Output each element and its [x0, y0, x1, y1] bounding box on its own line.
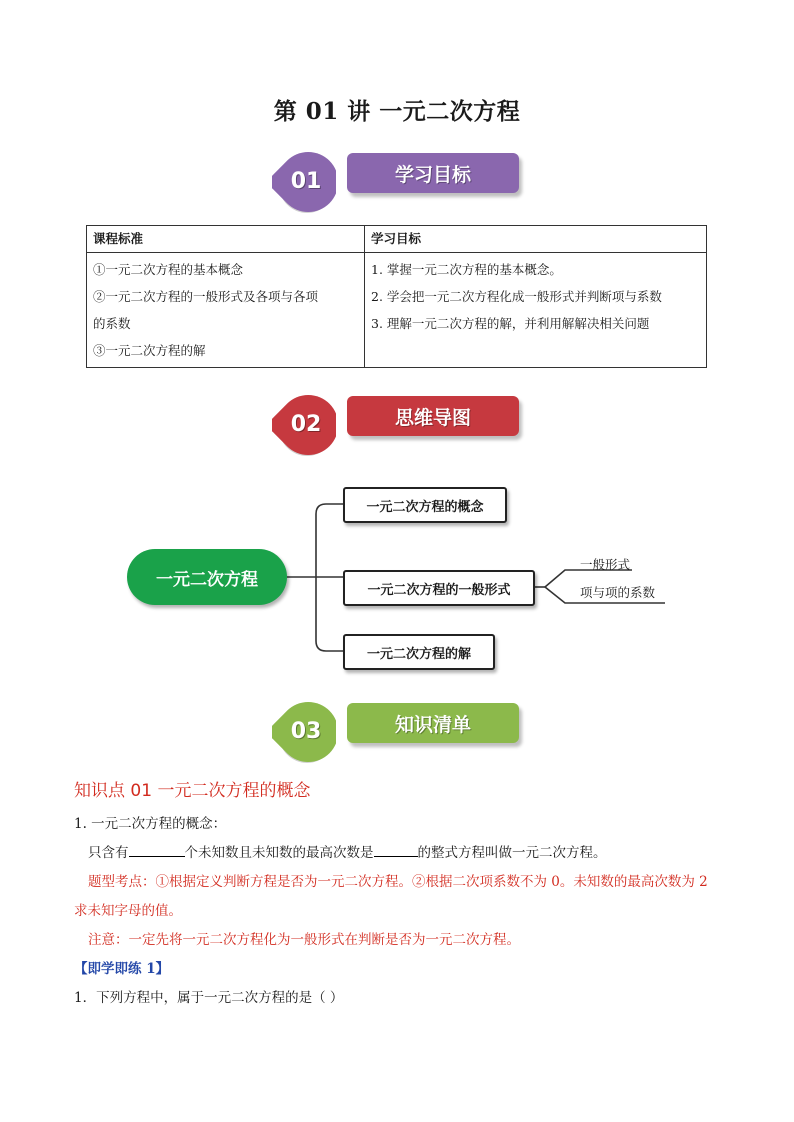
section-number: 03: [290, 719, 322, 744]
section-title: 思维导图: [347, 396, 519, 436]
table-header-standard: 课程标准: [87, 226, 365, 253]
definition-text: 个未知数且未知数的最高次数是: [184, 845, 374, 861]
standard-line: ②一元二次方程的一般形式及各项与各项: [93, 289, 319, 304]
table-header-goals: 学习目标: [365, 226, 707, 253]
goal-line: 3. 理解一元二次方程的解，并利用解解决相关问题: [371, 316, 650, 331]
exam-point-line: 题型考点：①根据定义判断方程是否为一元二次方程。②根据二次项系数不为 0。未知数的最高次数为 2: [88, 874, 708, 890]
definition-sentence: [88, 841, 607, 861]
section-number: 02: [290, 412, 322, 437]
mindmap-branch-concept: 一元二次方程的概念: [343, 487, 507, 523]
page-title: 第 01 讲 一元二次方程: [273, 98, 521, 125]
question-1: 1．下列方程中，属于一元二次方程的是（ ）: [74, 990, 344, 1006]
goal-line: 2. 学会把一元二次方程化成一般形式并判断项与系数: [371, 289, 662, 304]
standard-line: ①一元二次方程的基本概念: [93, 262, 244, 277]
fill-blank-2[interactable]: [374, 842, 418, 857]
section-header-03: [272, 700, 532, 764]
exam-point-line: 求未知字母的值。: [74, 903, 182, 919]
concept-item: 1. 一元二次方程的概念：: [74, 816, 227, 832]
note-text: 注意：一定先将一元二次方程化为一般形式在判断是否为一元二次方程。: [88, 932, 520, 948]
knowledge-point-heading: 知识点 01 一元二次方程的概念: [74, 781, 311, 801]
section-title: 知识清单: [347, 703, 519, 743]
section-title: 学习目标: [347, 153, 519, 193]
mindmap-leaf-terms-coefficients: 项与项的系数: [580, 585, 656, 600]
mindmap-leaf-general-form: 一般形式: [580, 557, 631, 572]
goal-line: 1. 掌握一元二次方程的基本概念。: [371, 262, 562, 277]
definition-text: 只含有: [88, 845, 129, 861]
mindmap-root: 一元二次方程: [127, 549, 287, 605]
fill-blank-1[interactable]: [129, 842, 185, 857]
definition-text: 的整式方程叫做一元二次方程。: [417, 845, 607, 861]
standard-line: ③一元二次方程的解: [93, 343, 206, 358]
practice-label: 【即学即练 1】: [74, 961, 170, 977]
standard-line: 的系数: [93, 316, 131, 331]
section-number: 01: [290, 169, 322, 194]
mindmap-branch-general-form: 一元二次方程的一般形式: [343, 570, 535, 606]
mindmap-branch-solution: 一元二次方程的解: [343, 634, 495, 670]
